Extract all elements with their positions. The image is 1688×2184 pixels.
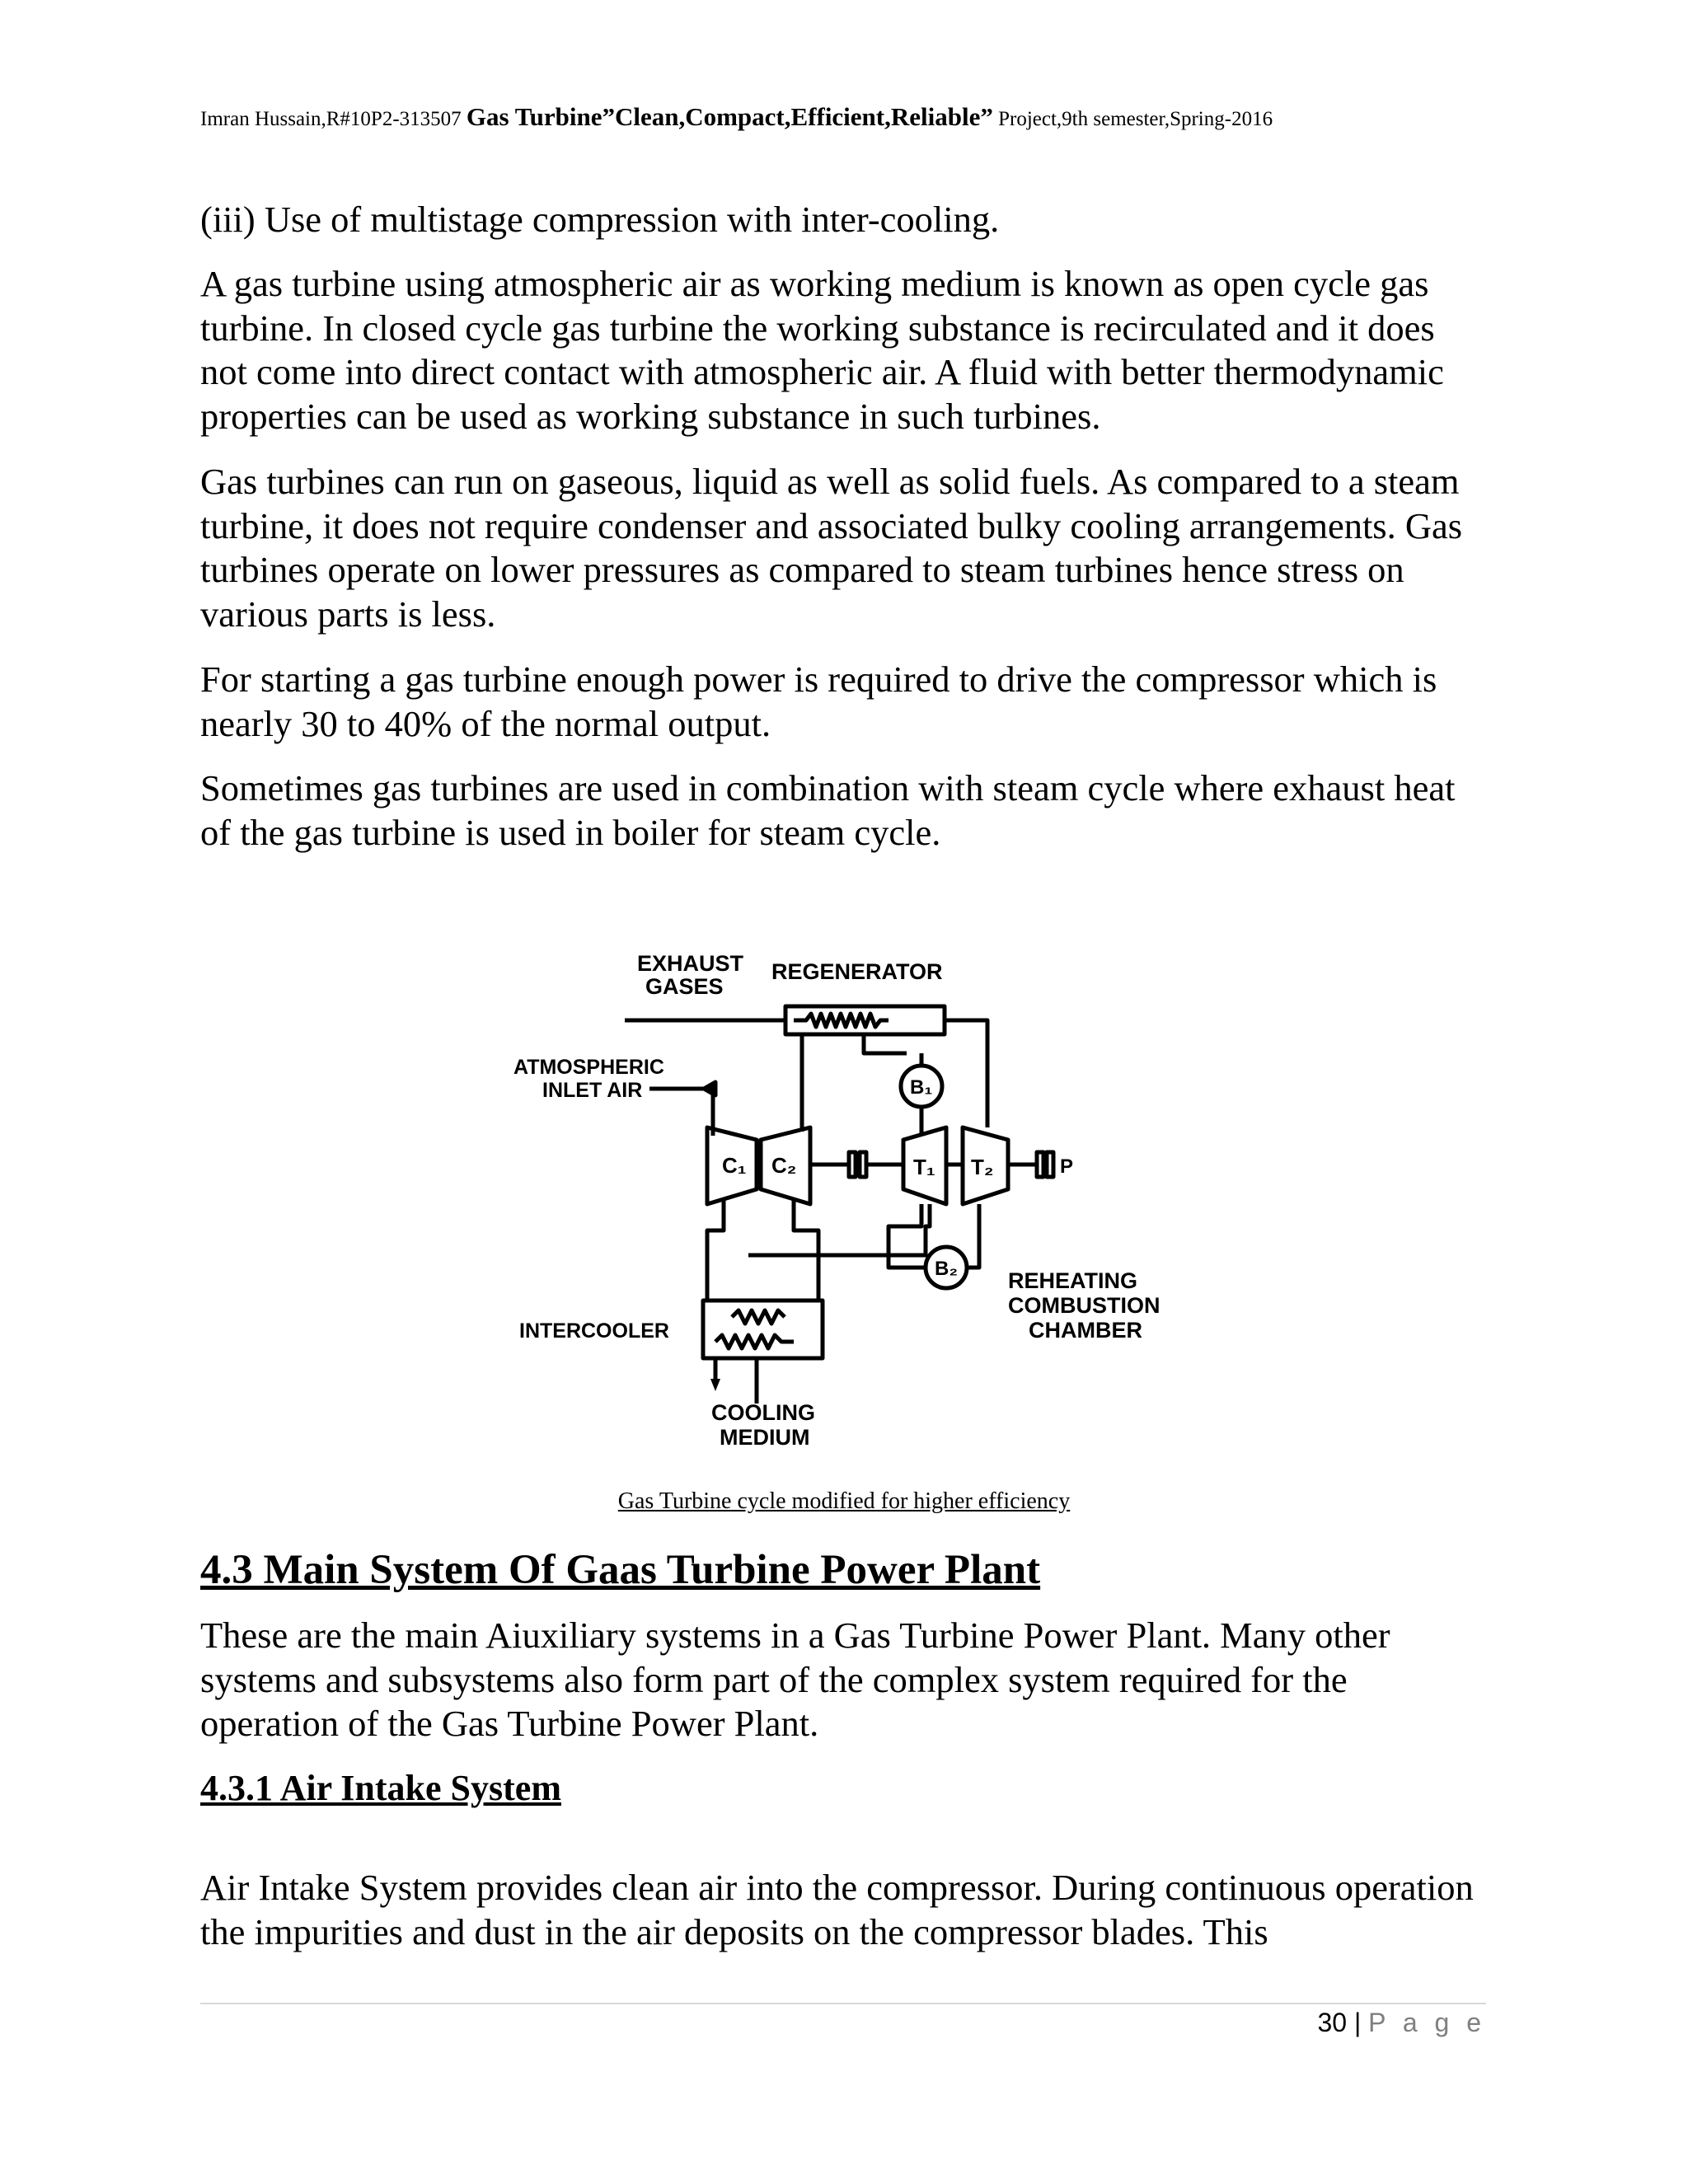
header-project: Project,9th semester,Spring-2016 xyxy=(998,108,1273,130)
label-reheating-2: COMBUSTION xyxy=(1008,1293,1160,1318)
label-atmospheric-1: ATMOSPHERIC xyxy=(513,1056,664,1079)
paragraph-fuels xyxy=(200,460,1486,636)
page-number-separator: | xyxy=(1353,2008,1362,2037)
label-reheating-3: CHAMBER xyxy=(1029,1318,1142,1343)
label-cooling-2: MEDIUM xyxy=(720,1425,810,1450)
label-atmospheric-2: INLET AIR xyxy=(542,1079,643,1102)
gas-turbine-cycle-diagram xyxy=(509,942,1174,1453)
paragraph-starting xyxy=(200,658,1486,746)
subsection-paragraph-block xyxy=(200,1866,1486,1954)
paragraph-combination xyxy=(200,766,1486,855)
subsection-paragraph: Air Intake System provides clean air into the compressor. During continuous operation the impurities and dust in the air deposits on the compressor blades. This xyxy=(200,1867,1474,1952)
header-author: Imran Hussain,R#10P2-313507 xyxy=(200,108,462,130)
paragraph-text: Gas turbines can run on gaseous, liquid as well as solid fuels. As compared to a steam turbine, it does not require condenser and associated bulky cooling arrangements. Gas turbines operate on lower pressures as compared to steam turbines hence stress on various parts is less. xyxy=(200,461,1463,635)
paragraph-text: A gas turbine using atmospheric air as working medium is known as open cycle gas turbine. In closed cycle gas turbine the working substance is recirculated and it does not come into direct contact with atmospheric air. A fluid with better thermodynamic properties can be used as working substance in such turbines. xyxy=(200,263,1444,437)
label-reheating-1: REHEATING xyxy=(1008,1268,1138,1293)
label-b2: B₂ xyxy=(935,1258,958,1280)
paragraph-iii xyxy=(200,198,1486,242)
page-label: P a g e xyxy=(1368,2008,1486,2037)
subsection-heading: 4.3.1 Air Intake System xyxy=(200,1768,561,1808)
section-paragraph: These are the main Aiuxiliary systems in a Gas Turbine Power Plant. Many other systems and subsystems also form part of the complex system required for the operation of the Gas Turbine Power Plant. xyxy=(200,1615,1390,1744)
label-c2: C₂ xyxy=(771,1153,797,1178)
label-intercooler: INTERCOOLER xyxy=(519,1319,669,1343)
label-t2: T₂ xyxy=(971,1155,994,1179)
page-number-value: 30 xyxy=(1317,2008,1348,2037)
paragraph-text: For starting a gas turbine enough power is required to drive the compressor which is nearly 30 to 40% of the normal output. xyxy=(200,658,1437,744)
label-p: P xyxy=(1060,1155,1074,1178)
paragraph-text: Sometimes gas turbines are used in combination with steam cycle where exhaust heat of the gas turbine is used in boiler for steam cycle. xyxy=(200,767,1456,853)
label-c1: C₁ xyxy=(722,1153,747,1178)
page-number xyxy=(1317,2008,1486,2038)
label-cooling-1: COOLING xyxy=(711,1400,815,1425)
section-heading: 4.3 Main System Of Gaas Turbine Power Plant xyxy=(200,1547,1041,1593)
header-title: Gas Turbine”Clean,Compact,Efficient,Reliable” xyxy=(466,102,993,131)
page-header xyxy=(200,102,1486,132)
footer-divider xyxy=(200,2003,1486,2004)
paragraph-open-cycle xyxy=(200,262,1486,438)
section-paragraph-block xyxy=(200,1614,1486,1746)
label-exhaust-1: EXHAUST xyxy=(637,951,744,976)
label-exhaust-2: GASES xyxy=(645,974,724,999)
figure-caption: Gas Turbine cycle modified for higher efficiency xyxy=(617,1488,1071,1514)
label-b1: B₁ xyxy=(910,1076,933,1099)
label-t1: T₁ xyxy=(913,1155,935,1179)
paragraph-text: (iii) Use of multistage compression with inter-cooling. xyxy=(200,199,1000,240)
label-regenerator: REGENERATOR xyxy=(771,959,943,984)
